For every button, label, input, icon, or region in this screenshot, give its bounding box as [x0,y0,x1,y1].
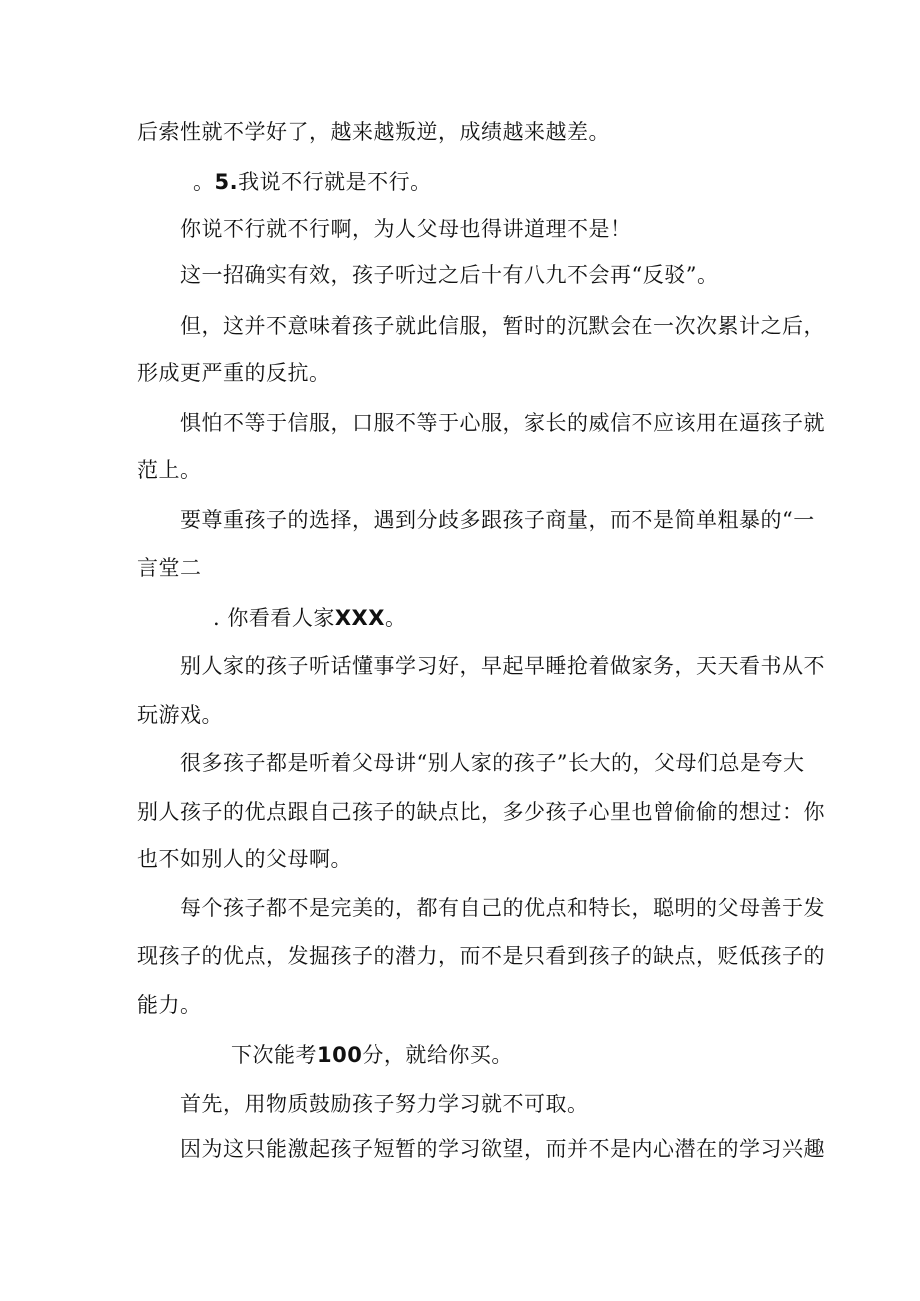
heading-number: 5. [214,170,239,194]
text-line-3: 你说不行就不行啊，为人父母也得讲道理不是！ [180,217,632,241]
text-line-14: 很多孩子都是听着父母讲“别人家的孩子”长大的，父母们总是夸大 [180,751,805,775]
text-line-12: 别人家的孩子听话懂事学习好，早起早睡抢着做家务，天天看书从不 [180,654,825,678]
heading-suffix: 。 [384,606,407,630]
text-line-10: 言堂二 [137,556,202,580]
text-line-22: 因为这只能激起孩子短暂的学习欲望，而并不是内心潜在的学习兴趣 [180,1137,825,1161]
section-heading-6 [213,603,406,633]
heading-prefix: 。 [193,170,215,194]
text-line-8: 范上。 [137,458,202,482]
text-line-9: 要尊重孩子的选择，遇到分歧多跟孩子商量，而不是简单粗暴的“一 [180,508,815,532]
section-heading-5 [193,167,432,197]
text-line-7: 惧怕不等于信服，口服不等于心服，家长的威信不应该用在逼孩子就 [180,411,825,435]
heading-suffix: 分，就给你买。 [362,1043,513,1067]
heading-text: 我说不行就是不行。 [238,170,432,194]
text-line-13: 玩游戏。 [137,703,223,727]
text-line-1: 后索性就不学好了，越来越叛逆，成绩越来越差。 [137,120,610,144]
text-line-17: 每个孩子都不是完美的，都有自己的优点和特长，聪明的父母善于发 [180,896,825,920]
text-line-18: 现孩子的优点，发掘孩子的潜力，而不是只看到孩子的缺点，贬低孩子的 [137,944,825,968]
heading-number: 100 [317,1043,363,1067]
text-line-4: 这一招确实有效，孩子听过之后十有八九不会再“反驳”。 [180,263,719,287]
heading-text: 下次能考 [231,1043,317,1067]
text-line-5: 但，这并不意味着孩子就此信服，暂时的沉默会在一次次累计之后， [180,314,825,338]
text-line-21: 首先，用物质鼓励孩子努力学习就不可取。 [180,1092,589,1116]
section-heading-7 [231,1040,513,1070]
text-line-6: 形成更严重的反抗。 [137,361,331,385]
text-line-16: 也不如别人的父母啊。 [137,847,352,871]
heading-name: XXX [334,606,385,630]
text-line-19: 能力。 [137,993,202,1017]
text-line-15: 别人孩子的优点跟自己孩子的缺点比，多少孩子心里也曾偷偷的想过：你 [137,800,825,824]
heading-text: . 你看看人家 [213,606,335,630]
